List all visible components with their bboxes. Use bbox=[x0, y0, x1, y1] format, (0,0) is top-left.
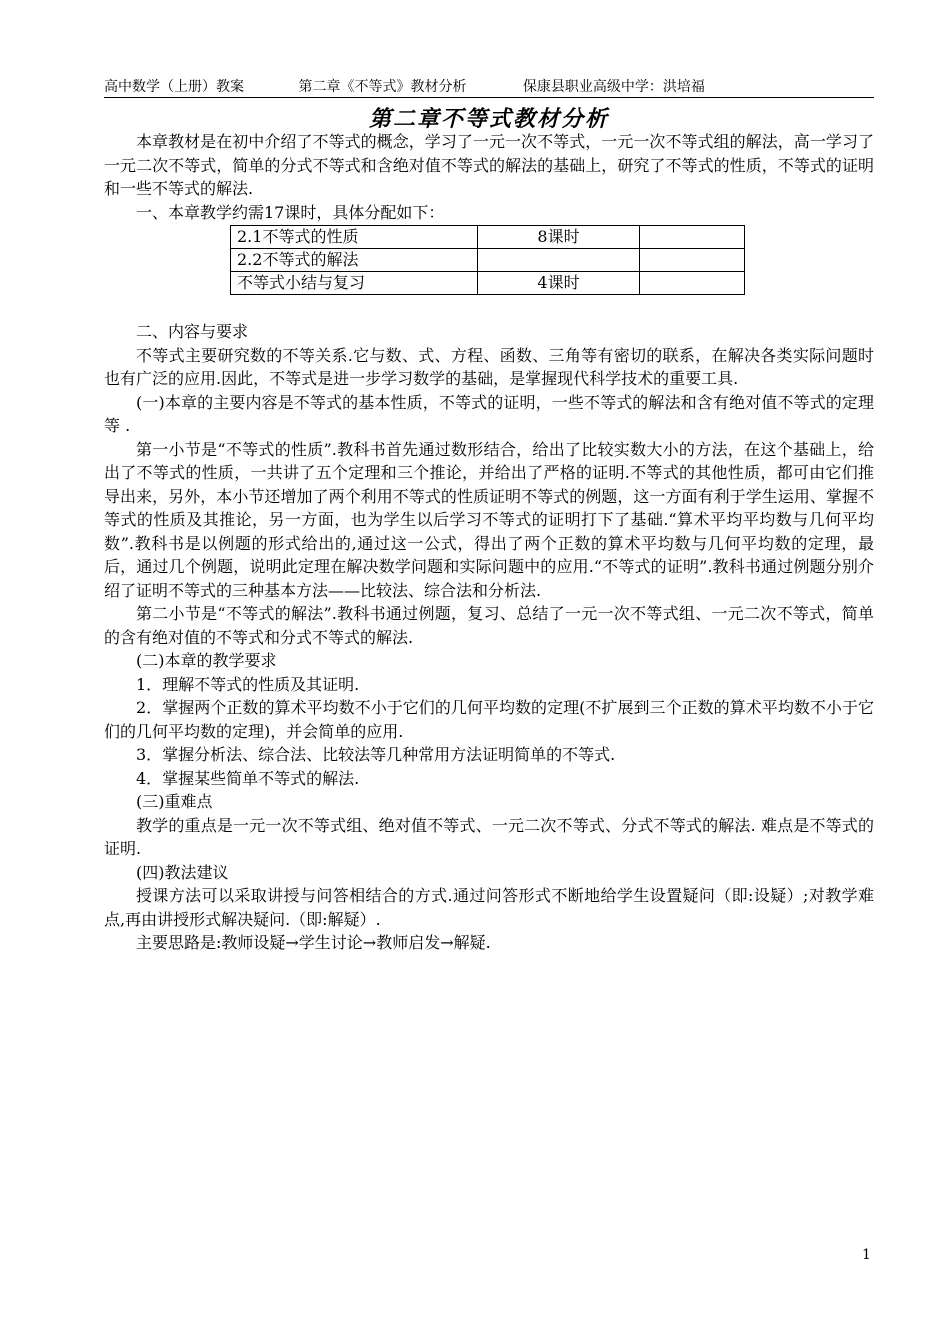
intro-paragraph: 本章教材是在初中介绍了不等式的概念，学习了一元一次不等式，一元一次不等式组的解法，高一学习了一元二次不等式，简单的分式不等式和含绝对值不等式的解法的基础上，研究了不等式的性质，不等式的证明和一些不等式的解法. bbox=[104, 132, 874, 198]
table-cell-note bbox=[640, 249, 745, 272]
paragraph-overview: 不等式主要研究数的不等关系.它与数、式、方程、函数、三角等有密切的联系，在解决各类实际问题时也有广泛的应用.因此，不等式是进一步学习数学的基础，是掌握现代科学技术的重要工具. bbox=[104, 345, 874, 388]
requirement-item: 1．理解不等式的性质及其证明. bbox=[136, 674, 360, 694]
table-cell-hours bbox=[478, 249, 640, 272]
table-cell-note bbox=[640, 272, 745, 295]
heading-teaching-advice: (四)教法建议 bbox=[136, 862, 229, 882]
page-title: 第二章不等式教材分析 bbox=[368, 106, 609, 132]
paragraph-section-one: 第一小节是“不等式的性质”.教科书首先通过数形结合，给出了比较实数大小的方法，在这个基础上，给出了不等式的性质，一共讲了五个定理和三个推论，并给出了严格的证明.不等式的其他性质，都可由它们推导出来，另外，本小节还增加了两个利用不等式的性质证明不等式的例题，这一方面有利于学生运用、掌握不等式的性质及其推论，另一方面，也为学生以后学习不等式的证明打下了基础.“算术平均平均数与几何平均数”.教科书是以例题的形式给出的,通过这一公式，得出了两个正数的算术平均数与几何平均数的定理，最后，通过几个例题，说明此定理在解决数学问题和实际问题中的应用.“不等式的证明”.教科书通过例题分别介绍了证明不等式的三种基本方法——比较法、综合法和分析法. bbox=[104, 439, 874, 600]
requirement-item: 4．掌握某些简单不等式的解法. bbox=[136, 768, 360, 788]
header-author: 保康县职业高级中学：洪培福 bbox=[522, 79, 705, 95]
table-cell-hours: 8课时 bbox=[478, 226, 640, 249]
document-body bbox=[104, 130, 874, 955]
table-cell-hours: 4课时 bbox=[478, 272, 640, 295]
section-2-heading: 二、内容与要求 bbox=[136, 322, 249, 341]
table-row bbox=[231, 249, 745, 272]
table-row bbox=[231, 272, 745, 295]
header-chapter: 第二章《不等式》教材分析 bbox=[298, 79, 467, 95]
page-number: 1 bbox=[862, 1247, 871, 1263]
table-cell-topic: 2.2不等式的解法 bbox=[231, 249, 478, 272]
heading-key-points: (三)重难点 bbox=[136, 792, 213, 811]
paragraph-section-two: 第二小节是“不等式的解法”.教科书通过例题，复习、总结了一元一次不等式组、一元二次不等式，简单的含有绝对值的不等式和分式不等式的解法. bbox=[104, 604, 874, 647]
requirement-item: 3．掌握分析法、综合法、比较法等几种常用方法证明简单的不等式. bbox=[136, 745, 616, 764]
paragraph-main-idea: 主要思路是:教师设疑→学生讨论→教师启发→解疑. bbox=[136, 933, 491, 952]
heading-requirements: (二)本章的教学要求 bbox=[136, 651, 277, 670]
header-course: 高中数学（上册）教案 bbox=[104, 79, 244, 95]
table-cell-topic: 2.1不等式的性质 bbox=[231, 226, 478, 249]
page-header bbox=[104, 77, 874, 98]
table-cell-note bbox=[640, 226, 745, 249]
requirement-item: 2．掌握两个正数的算术平均数不小于它们的几何平均数的定理(不扩展到三个正数的算术平均数不小于它们的几何平均数的定理)，并会简单的应用. bbox=[104, 698, 874, 741]
spacer bbox=[104, 295, 874, 320]
table-cell-topic: 不等式小结与复习 bbox=[231, 272, 478, 295]
section-1-heading: 一、本章教学约需17课时，具体分配如下： bbox=[136, 202, 445, 222]
table-row bbox=[231, 226, 745, 249]
paragraph-key-points: 教学的重点是一元一次不等式组、绝对值不等式、一元二次不等式、分式不等式的解法. 难点是不等式的证明. bbox=[104, 815, 874, 858]
paragraph-teaching-method: 授课方法可以采取讲授与问答相结合的方式.通过问答形式不断地给学生设置疑问（即:设疑）;对教学难点,再由讲授形式解决疑问.（即:解疑）. bbox=[104, 886, 874, 929]
schedule-table bbox=[230, 225, 745, 295]
paragraph-main-content: (一)本章的主要内容是不等式的基本性质，不等式的证明，一些不等式的解法和含有绝对值不等式的定理等 . bbox=[104, 392, 874, 435]
